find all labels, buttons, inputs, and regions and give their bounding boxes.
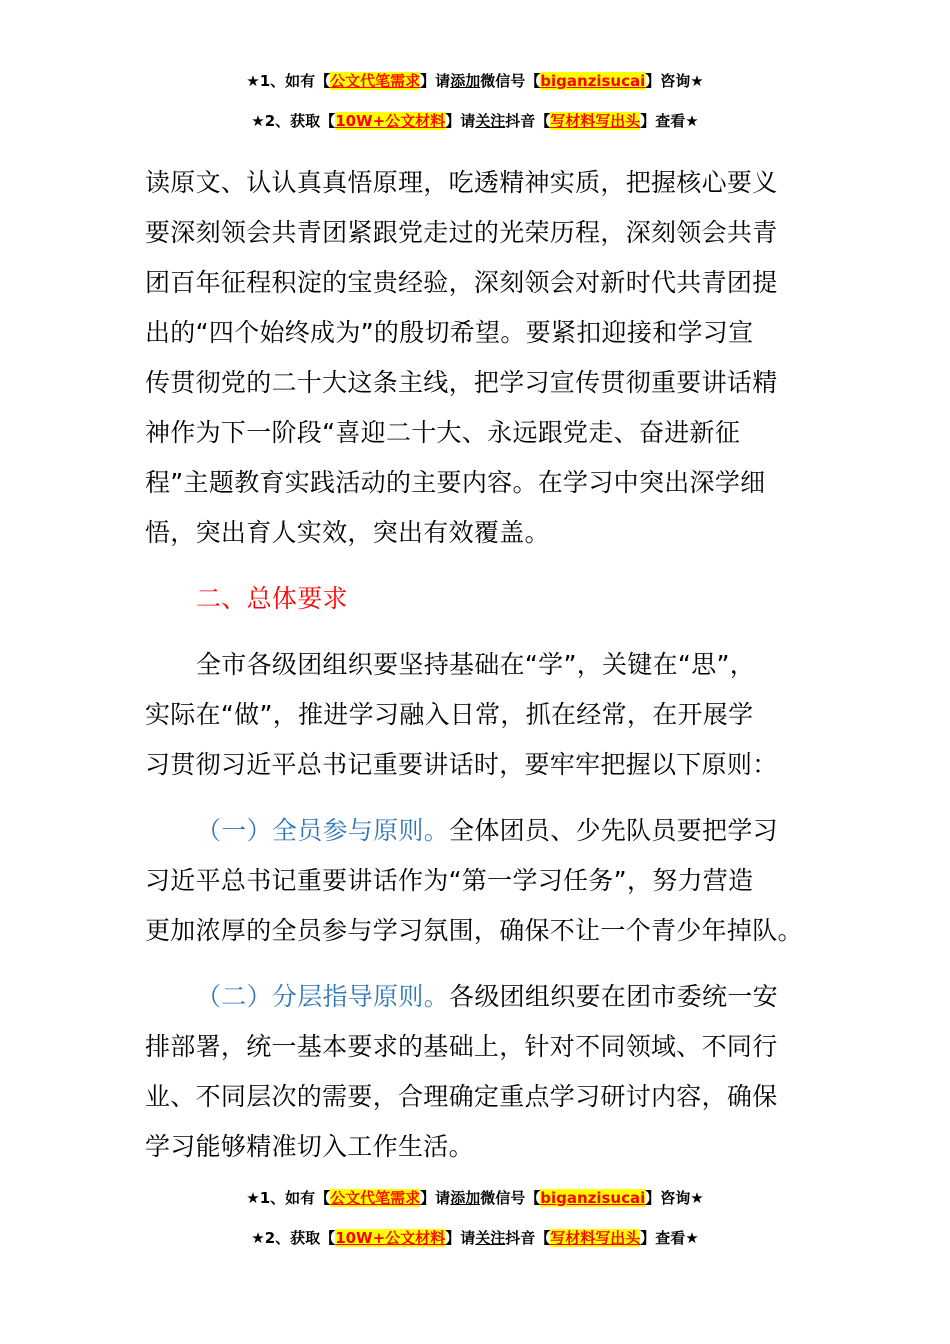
- highlight-service: 公文代笔需求: [330, 1189, 421, 1207]
- section-heading-general-requirements: 二、总体要求: [196, 584, 348, 613]
- highlight-wechat-id: biganzisucai: [540, 1189, 646, 1207]
- bottom-banner-line1: ★1、如有【公文代笔需求】请添加微信号【biganzisucai】咨询★: [246, 1189, 704, 1207]
- highlight-service: 公文代笔需求: [330, 72, 421, 90]
- document-body: [145, 158, 825, 1172]
- paragraph-study-original: 读原文、认认真真悟原理，吃透精神实质，把握核心要义 要深刻领会共青团紧跟党走过的光荣历程，深刻领会共青 团百年征程积淀的宝贵经验，深刻领会对新时代共青团提 出的“四个始终成为”的殷切希望。要紧扣迎接和学习宣 传贯彻党的二十大这条主线，把学习宣传贯彻重要讲话精 神作为下一阶段“喜迎二十大、永远跟党走、奋进新征 程”主题教育实践活动的主要内容。在学习中突出深学细 悟，突出育人实效，突出有效覆盖。: [145, 168, 778, 547]
- paragraph-principle-full-participation: （一）全员参与原则。全体团员、少先队员要把学习 习近平总书记重要讲话作为“第一学习任务”，努力营造 更加浓厚的全员参与学习氛围，确保不让一个青少年掉队。: [145, 816, 803, 945]
- highlight-douyin-id: 写材料写出头: [550, 1229, 641, 1247]
- highlight-materials: 10W+公文材料: [335, 112, 446, 130]
- highlight-douyin-id: 写材料写出头: [550, 112, 641, 130]
- principle-title: （一）全员参与原则。: [196, 816, 450, 845]
- paragraph-general-requirements: 全市各级团组织要坚持基础在“学”，关键在“思”， 实际在“做”，推进学习融入日常，抓在经常，在开展学 习贯彻习近平总书记重要讲话时，要牢牢把握以下原则：: [145, 650, 778, 779]
- bottom-banner-line2: ★2、获取【10W+公文材料】请关注抖音【写材料写出头】查看★: [251, 1229, 699, 1247]
- top-banner-line2: ★2、获取【10W+公文材料】请关注抖音【写材料写出头】查看★: [251, 112, 699, 130]
- principle-title: （二）分层指导原则。: [196, 982, 450, 1011]
- paragraph-principle-layered-guidance: （二）分层指导原则。各级团组织要在团市委统一安 排部署，统一基本要求的基础上，针对不同领域、不同行 业、不同层次的需要，合理确定重点学习研讨内容，确保 学习能够精准切入工作生活。: [145, 982, 778, 1161]
- highlight-materials: 10W+公文材料: [335, 1229, 446, 1247]
- highlight-wechat-id: biganzisucai: [540, 72, 646, 90]
- top-banner-line1: ★1、如有【公文代笔需求】请添加微信号【biganzisucai】咨询★: [246, 72, 704, 90]
